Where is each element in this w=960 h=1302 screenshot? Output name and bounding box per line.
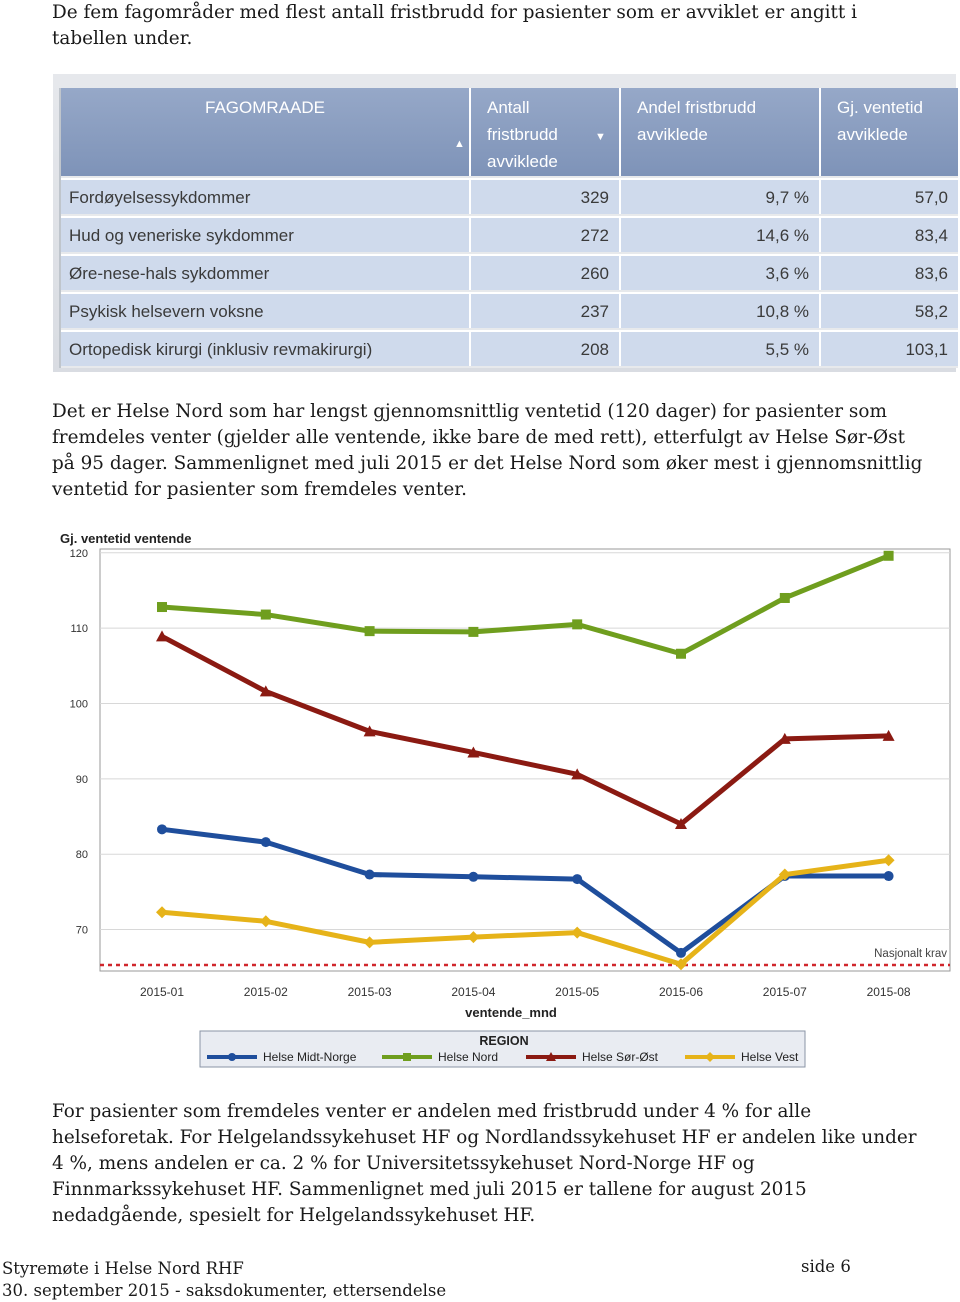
footer-date: 30. september 2015 - saksdokumenter, ettersendelse	[2, 1281, 447, 1300]
column-header-ventetid[interactable]	[821, 88, 958, 176]
cell-andel: 5,5 %	[621, 330, 821, 366]
data-point[interactable]	[468, 627, 478, 637]
x-tick-label: 2015-05	[555, 985, 600, 999]
data-point[interactable]	[365, 870, 375, 880]
column-header-fagomraade-label: FAGOMRAADE	[205, 98, 325, 117]
column-header-andel[interactable]	[621, 88, 821, 176]
ventetid-line-chart	[52, 525, 956, 1073]
data-point[interactable]	[884, 551, 894, 561]
column-header-fagomraade[interactable]	[61, 88, 471, 176]
data-point[interactable]	[572, 619, 582, 629]
legend-marker[interactable]	[228, 1053, 236, 1061]
cell-antall: 237	[471, 292, 621, 328]
x-tick-label: 2015-02	[243, 985, 288, 999]
middle-paragraph: Det er Helse Nord som har lengst gjennomsnittlig ventetid (120 dager) for pasienter som fremdeles venter (gjelder alle ventende, ikke bare de med rett), etterfulgt av Helse Sør-Øst på 95 dager. Sammenlignet med juli 2015 er det Helse Nord som øker mest i gjennomsnittlig ventetid for pasienter som fremdeles venter.	[52, 401, 923, 500]
sort-up-icon[interactable]: ▲	[454, 138, 465, 150]
column-header-antall[interactable]	[471, 88, 621, 176]
cell-andel: 9,7 %	[621, 178, 821, 214]
x-tick-label: 2015-03	[347, 985, 392, 999]
column-header-ventetid-label: Gj. ventetid avviklede	[837, 98, 923, 144]
data-point[interactable]	[261, 610, 271, 620]
y-tick-label: 70	[75, 924, 88, 937]
column-header-antall-label: Antall fristbrudd avviklede	[487, 98, 558, 171]
data-point[interactable]	[780, 593, 790, 603]
cell-andel: 10,8 %	[621, 292, 821, 328]
y-axis-ticks	[70, 548, 88, 937]
y-tick-label: 120	[69, 547, 88, 560]
cell-andel: 14,6 %	[621, 216, 821, 252]
x-tick-label: 2015-06	[658, 985, 704, 999]
cell-ventetid: 58,2	[821, 292, 958, 328]
intro-paragraph: De fem fagområder med flest antall fristbrudd for pasienter som er avviklet er angitt i tabellen under.	[52, 2, 857, 49]
x-tick-label: 2015-08	[866, 985, 911, 999]
fagomraade-table	[59, 88, 958, 368]
table-row	[61, 216, 958, 252]
cell-ventetid: 57,0	[821, 178, 958, 214]
fagomraade-table-image	[53, 74, 956, 372]
footer-title: Styremøte i Helse Nord RHF	[2, 1259, 244, 1278]
cell-fagomraade: Ortopedisk kirurgi (inklusiv revmakirurgi)	[61, 330, 471, 366]
legend-label: Helse Sør-Øst	[582, 1050, 659, 1064]
table-header-row	[61, 88, 958, 176]
x-tick-label: 2015-07	[762, 985, 807, 999]
cell-ventetid: 83,6	[821, 254, 958, 290]
y-tick-label: 90	[75, 773, 88, 786]
y-tick-label: 100	[69, 698, 88, 711]
cell-fagomraade: Øre-nese-hals sykdommer	[61, 254, 471, 290]
y-tick-label: 110	[70, 623, 88, 636]
x-axis-ticks	[140, 985, 911, 999]
reference-line-label: Nasjonalt krav	[874, 947, 947, 960]
chart-x-axis-title: ventende_mnd	[465, 1005, 557, 1020]
legend-label: Helse Vest	[741, 1050, 799, 1064]
column-header-andel-label: Andel fristbrudd avviklede	[637, 98, 757, 144]
table-row	[61, 292, 958, 328]
cell-ventetid: 103,1	[821, 330, 958, 366]
cell-antall: 329	[471, 178, 621, 214]
data-point[interactable]	[261, 837, 271, 847]
cell-antall: 272	[471, 216, 621, 252]
data-point[interactable]	[676, 649, 686, 659]
footer-page-number: side 6	[801, 1257, 851, 1276]
y-tick-label: 80	[75, 849, 88, 862]
legend	[200, 1031, 805, 1067]
cell-antall: 260	[471, 254, 621, 290]
table-row	[61, 254, 958, 290]
legend-title: REGION	[479, 1034, 529, 1048]
data-point[interactable]	[676, 948, 686, 958]
chart-y-axis-title: Gj. ventetid ventende	[60, 531, 192, 546]
x-tick-label: 2015-04	[451, 985, 496, 999]
legend-marker[interactable]	[403, 1053, 411, 1061]
data-point[interactable]	[572, 874, 582, 884]
table-row	[61, 330, 958, 366]
bottom-paragraph: For pasienter som fremdeles venter er andelen med fristbrudd under 4 % for alle helseforetak. For Helgelandssykehuset HF og Nordlandssykehuset HF er andelen like under 4 %, mens andelen er ca. 2 % for Universitetssykehuset Nord-Norge HF og Finnmarkssykehuset HF. Sammenlignet med juli 2015 er tallene for august 2015 nedadgående, spesielt for Helgelandssykehuset HF.	[52, 1101, 917, 1226]
x-tick-label: 2015-01	[139, 985, 185, 999]
legend-label: Helse Nord	[438, 1050, 499, 1064]
data-point[interactable]	[365, 626, 375, 636]
cell-fagomraade: Fordøyelsessykdommer	[61, 178, 471, 214]
cell-fagomraade: Psykisk helsevern voksne	[61, 292, 471, 328]
data-point[interactable]	[884, 871, 894, 881]
cell-ventetid: 83,4	[821, 216, 958, 252]
sort-down-icon[interactable]: ▼	[595, 131, 606, 143]
data-point[interactable]	[468, 872, 478, 882]
table-row	[61, 178, 958, 214]
cell-andel: 3,6 %	[621, 254, 821, 290]
legend-label: Helse Midt-Norge	[263, 1050, 357, 1064]
data-point[interactable]	[157, 824, 167, 834]
cell-antall: 208	[471, 330, 621, 366]
cell-fagomraade: Hud og veneriske sykdommer	[61, 216, 471, 252]
data-point[interactable]	[157, 602, 167, 612]
